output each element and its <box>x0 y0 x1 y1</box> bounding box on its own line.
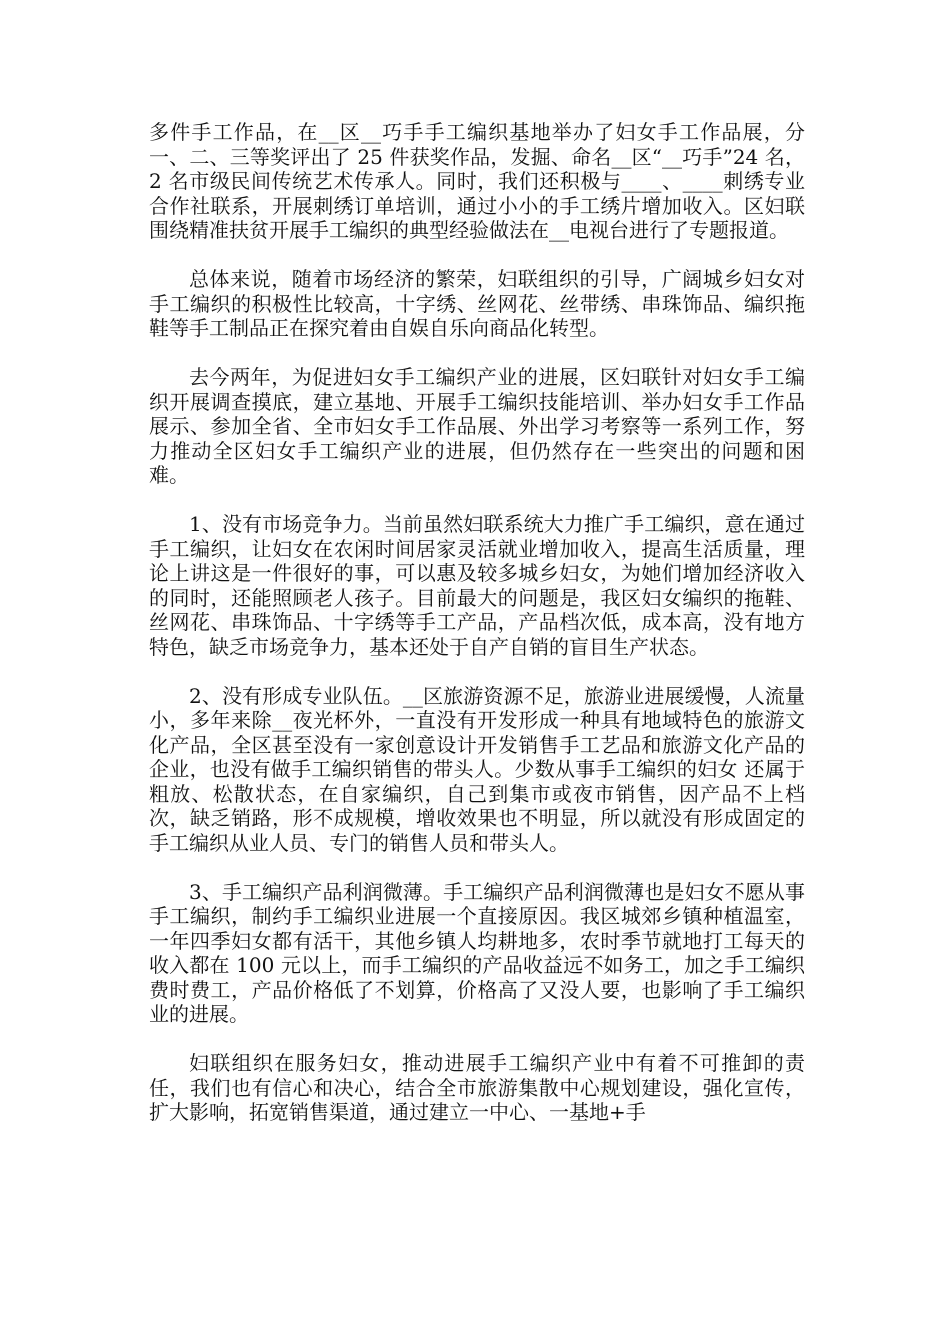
paragraph-7: 妇联组织在服务妇女，推动进展手工编织产业中有着不可推卸的责任，我们也有信心和决心，结合全市旅游集散中心规划建设，强化宣传，扩大影响，拓宽销售渠道，通过建立一中心、一基地+手 <box>149 1051 805 1124</box>
paragraph-5: 2、没有形成专业队伍。__区旅游资源不足，旅游业进展缓慢，人流量小，多年来除__夜光杯外，一直没有开发形成一种具有地域特色的旅游文化产品，全区甚至没有一家创意设计开发销售手工艺品和旅游文化产品的企业，也没有做手工编织销售的带头人。少数从事手工编织的妇女 还属于粗放、松散状态，在自家编织，自己到集市或夜市销售，因产品不上档次，缺乏销路，形不成规模，增收效果也不明显，所以就没有形成固定的手工编织从业人员、专门的销售人员和带头人。 <box>149 683 805 855</box>
paragraph-2: 总体来说，随着市场经济的繁荣，妇联组织的引导，广阔城乡妇女对手工编织的积极性比较高，十字绣、丝网花、丝带绣、串珠饰品、编织拖鞋等手工制品正在探究着由自娱自乐向商品化转型。 <box>149 267 805 340</box>
document-body <box>149 120 805 1125</box>
paragraph-1: 多件手工作品，在__区__巧手手工编织基地举办了妇女手工作品展，分一、二、三等奖评出了 25 件获奖作品，发掘、命名__区“__巧手”24 名，2 名市级民间传统艺术传承人。同时，我们还积极与____、____刺绣专业合作社联系，开展刺绣订单培训，通过小小的手工绣片增加收入。区妇联围绕精准扶贫开展手工编织的典型经验做法在__电视台进行了专题报道。 <box>149 120 805 242</box>
paragraph-4: 1、没有市场竞争力。当前虽然妇联系统大力推广手工编织，意在通过手工编织，让妇女在农闲时间居家灵活就业增加收入，提高生活质量，理论上讲这是一件很好的事，可以惠及较多城乡妇女，为她们增加经济收入的同时，还能照顾老人孩子。目前最大的问题是，我区妇女编织的拖鞋、丝网花、串珠饰品、十字绣等手工产品，产品档次低，成本高，没有地方特色，缺乏市场竞争力，基本还处于自产自销的盲目生产状态。 <box>149 512 805 659</box>
paragraph-3: 去今两年，为促进妇女手工编织产业的进展，区妇联针对妇女手工编织开展调查摸底，建立基地、开展手工编织技能培训、举办妇女手工作品展示、参加全省、全市妇女手工作品展、外出学习考察等一系列工作，努力推动全区妇女手工编织产业的进展，但仍然存在一些突出的问题和困难。 <box>149 365 805 487</box>
paragraph-6: 3、手工编织产品利润微薄。手工编织产品利润微薄也是妇女不愿从事手工编织，制约手工编织业进展一个直接原因。我区城郊乡镇种植温室，一年四季妇女都有活干，其他乡镇人均耕地多，农时季节就地打工每天的收入都在 100 元以上，而手工编织的产品收益远不如务工，加之手工编织费时费工，产品价格低了不划算，价格高了又没人要，也影响了手工编织业的进展。 <box>149 879 805 1026</box>
